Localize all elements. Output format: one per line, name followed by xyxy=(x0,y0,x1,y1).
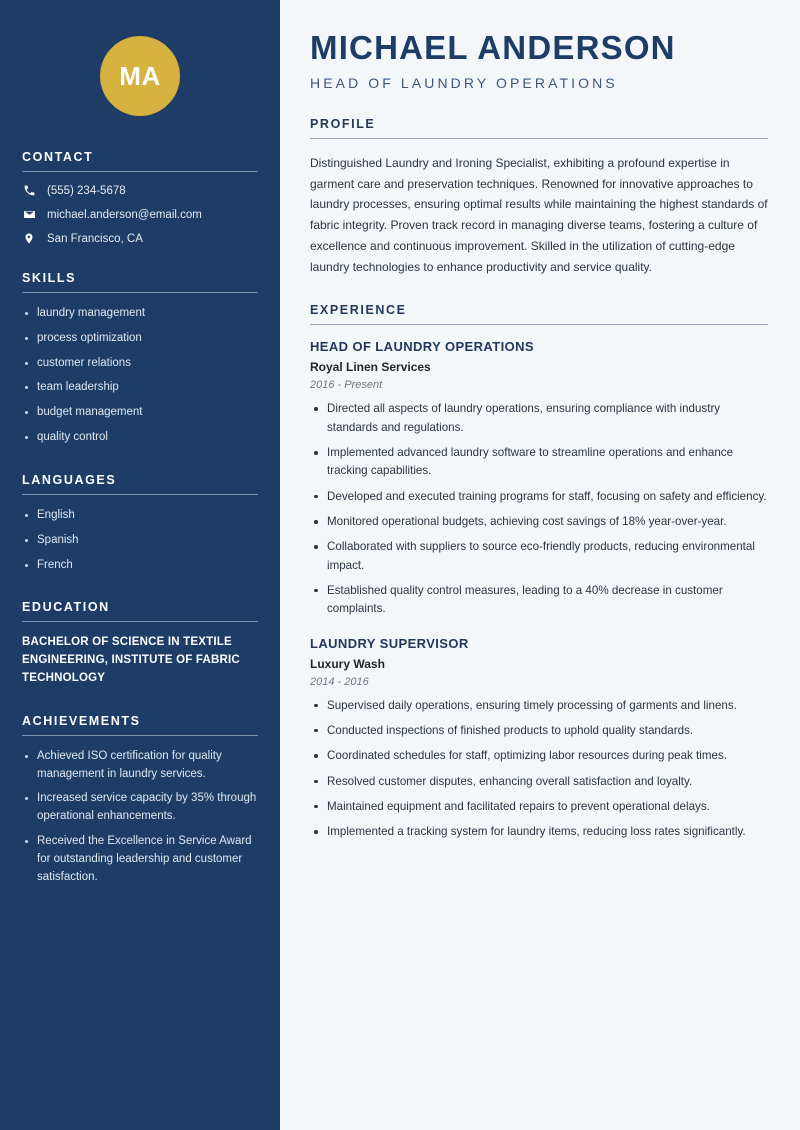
contact-section xyxy=(22,150,258,245)
contact-location-value: San Francisco, CA xyxy=(47,232,143,245)
list-item: process optimization xyxy=(22,330,258,348)
skills-heading: SKILLS xyxy=(22,271,77,285)
list-item: Conducted inspections of finished products to uphold quality standards. xyxy=(310,722,768,740)
list-item: Spanish xyxy=(22,532,258,550)
avatar-wrapper xyxy=(22,0,258,150)
languages-heading: LANGUAGES xyxy=(22,472,117,487)
list-item: Achieved ISO certification for quality management in laundry services. xyxy=(22,748,258,784)
page-title: MICHAEL ANDERSON xyxy=(310,29,676,66)
list-item: Increased service capacity by 35% through operational enhancements. xyxy=(22,790,258,826)
list-item: French xyxy=(22,557,258,575)
education-section xyxy=(22,600,258,687)
contact-item-location[interactable] xyxy=(22,232,258,245)
list-item: Monitored operational budgets, achieving cost savings of 18% year-over-year. xyxy=(310,513,768,531)
contact-email-value: michael.anderson@email.com xyxy=(47,208,202,221)
list-item: Maintained equipment and facilitated repairs to prevent operational delays. xyxy=(310,798,768,816)
list-item: laundry management xyxy=(22,305,258,323)
list-item: Developed and executed training programs for staff, focusing on safety and efficiency. xyxy=(310,488,768,506)
job-subtitle: HEAD OF LAUNDRY OPERATIONS xyxy=(310,74,618,91)
experience-heading: EXPERIENCE xyxy=(310,303,407,318)
list-item: Implemented advanced laundry software to streamline operations and enhance tracking capabilities. xyxy=(310,444,768,481)
experience-section xyxy=(310,303,768,841)
list-item: budget management xyxy=(22,404,258,422)
achievements-divider xyxy=(22,735,258,736)
contact-phone-value: (555) 234-5678 xyxy=(47,184,126,197)
main-content xyxy=(280,0,800,1130)
list-item: English xyxy=(22,507,258,525)
list-item: Coordinated schedules for staff, optimizing labor resources during peak times. xyxy=(310,747,768,765)
phone-icon xyxy=(22,184,36,197)
list-item: customer relations xyxy=(22,355,258,373)
education-heading: EDUCATION xyxy=(22,600,110,615)
experience-company: Royal Linen Services xyxy=(310,360,431,375)
achievements-list xyxy=(22,748,258,887)
list-item: Implemented a tracking system for laundry items, reducing loss rates significantly. xyxy=(310,823,768,841)
languages-divider xyxy=(22,494,258,495)
location-pin-icon xyxy=(22,232,36,245)
contact-divider xyxy=(22,171,258,172)
sidebar xyxy=(0,0,280,1130)
experience-bullets xyxy=(310,697,768,842)
experience-entry xyxy=(310,339,768,618)
avatar: MA xyxy=(100,36,180,116)
skills-divider xyxy=(22,292,258,293)
contact-heading: CONTACT xyxy=(22,150,94,164)
list-item: Collaborated with suppliers to source eco-friendly products, reducing environmental impact. xyxy=(310,538,768,575)
list-item: quality control xyxy=(22,429,258,447)
contact-list xyxy=(22,184,258,245)
experience-company: Luxury Wash xyxy=(310,656,385,671)
list-item: Resolved customer disputes, enhancing overall satisfaction and loyalty. xyxy=(310,773,768,791)
list-item: team leadership xyxy=(22,379,258,397)
list-item: Directed all aspects of laundry operations, ensuring compliance with industry standards and regulations. xyxy=(310,400,768,437)
profile-text: Distinguished Laundry and Ironing Specialist, exhibiting a profound expertise in garment care and preservation techniques. Renowned for innovative approaches to laundry processes, ensuring optimal results while maintaining the highest standards of fabric integrity. Proven track record in managing diverse teams, fostering a culture of excellence and continuous improvement. Skilled in the utilization of cutting-edge laundry technologies to enhance productivity and service quality. xyxy=(310,155,768,274)
contact-item-email[interactable] xyxy=(22,208,258,221)
languages-list xyxy=(22,507,258,574)
profile-heading: PROFILE xyxy=(310,116,376,131)
achievements-section xyxy=(22,714,258,887)
envelope-icon xyxy=(22,208,36,221)
achievements-heading: ACHIEVEMENTS xyxy=(22,713,141,728)
experience-bullets xyxy=(310,400,768,618)
contact-item-phone[interactable] xyxy=(22,184,258,197)
profile-section xyxy=(310,117,768,278)
languages-section xyxy=(22,473,258,574)
education-entry: BACHELOR OF SCIENCE IN TEXTILE ENGINEERING, INSTITUTE OF FABRIC TECHNOLOGY xyxy=(22,636,240,684)
list-item: Received the Excellence in Service Award for outstanding leadership and customer satisfaction. xyxy=(22,833,258,886)
skills-section xyxy=(22,271,258,447)
skills-list xyxy=(22,305,258,447)
experience-entry xyxy=(310,636,768,842)
experience-title: LAUNDRY SUPERVISOR xyxy=(310,635,469,651)
list-item: Established quality control measures, leading to a 40% decrease in customer complaints. xyxy=(310,582,768,619)
education-divider xyxy=(22,621,258,622)
experience-title: HEAD OF LAUNDRY OPERATIONS xyxy=(310,339,534,355)
experience-dates: 2016 - Present xyxy=(310,379,383,392)
experience-divider xyxy=(310,324,768,325)
list-item: Supervised daily operations, ensuring timely processing of garments and linens. xyxy=(310,697,768,715)
experience-dates: 2014 - 2016 xyxy=(310,675,369,688)
profile-divider xyxy=(310,138,768,139)
